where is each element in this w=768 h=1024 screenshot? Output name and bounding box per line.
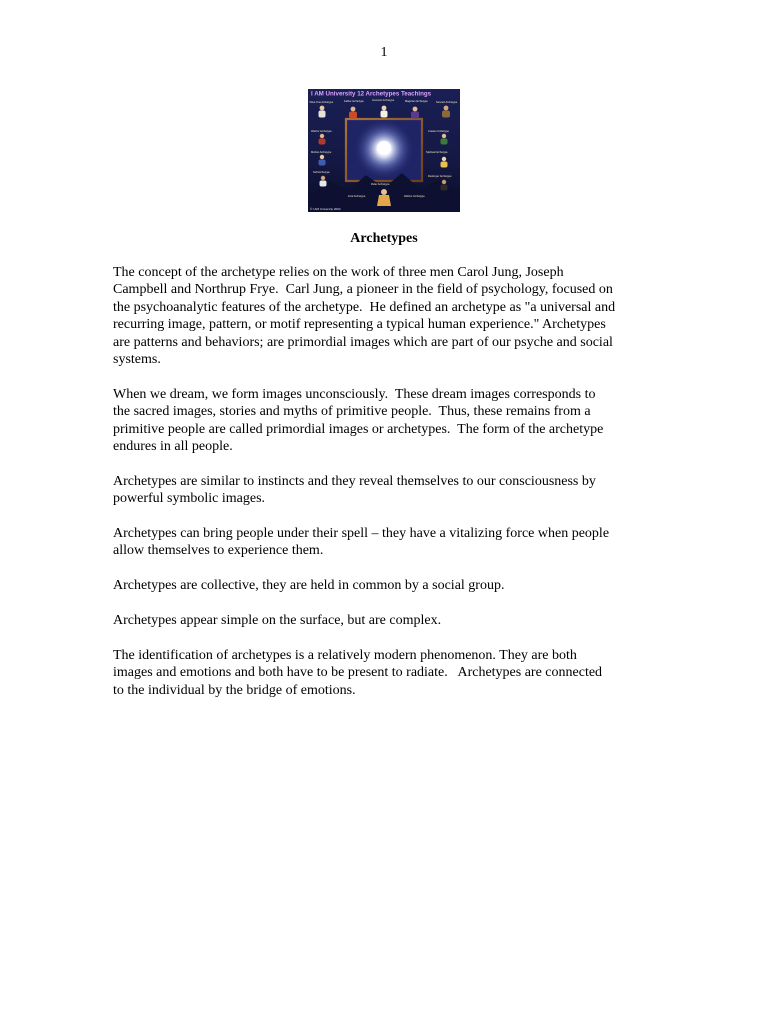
paragraph-line: systems. xyxy=(113,352,161,368)
page-number: 1 xyxy=(380,45,388,60)
archetypes-illustration-svg xyxy=(308,89,460,212)
paragraph-line: the sacred images, stories and myths of primitive people. Thus, these remains from a xyxy=(113,404,591,420)
document-title: Archetypes xyxy=(350,231,418,246)
label-magician: Magician Archetype xyxy=(405,100,428,103)
label-innocent: Innocent Archetype xyxy=(372,99,395,102)
paragraph-line: recurring image, pattern, or motif representing a typical human experience." Archetypes xyxy=(113,317,606,333)
paragraph-line: The concept of the archetype relies on the work of three men Carol Jung, Joseph xyxy=(113,265,564,280)
paragraph-line: primitive people are called primordial images or archetypes. The form of the archetype xyxy=(113,421,604,437)
label-servant: Servant Archetype xyxy=(436,101,458,104)
paragraph xyxy=(113,577,658,594)
label-destroyer: Destroyer Archetype xyxy=(428,175,452,178)
label-spiritual: Spiritual Archetype xyxy=(426,151,448,154)
paragraph-line: allow themselves to experience them. xyxy=(113,543,324,559)
paragraph xyxy=(113,525,658,560)
paragraph-line: the psychoanalytic features of the archetype. He defined an archetype as "a universal and xyxy=(113,299,616,315)
paragraph-line: endures in all people. xyxy=(113,439,233,455)
paragraph xyxy=(113,386,658,456)
paragraph-line: powerful symbolic images. xyxy=(113,491,266,507)
illustration-copyright: © I AM University 2004 xyxy=(310,207,341,211)
figure-fool xyxy=(348,194,366,198)
paragraph-line: The identification of archetypes is a relatively modern phenomenon. They are both xyxy=(113,647,577,663)
paragraph-line: Campbell and Northrup Frye. Carl Jung, a pioneer in the field of psychology, focused on xyxy=(113,282,613,298)
paragraph-line: to the individual by the bridge of emotions. xyxy=(113,682,356,698)
illustration-banner-title: I AM University 12 Archetypes Teachings xyxy=(311,90,432,98)
paragraph-line: Archetypes can bring people under their spell – they have a vitalizing force when people xyxy=(113,526,610,542)
paragraph-line: Archetypes are similar to instincts and they reveal themselves to our consciousness by xyxy=(113,473,596,489)
paragraph-line: Archetypes appear simple on the surface, but are complex. xyxy=(113,613,442,629)
label-warrior-left: Warrior Archetype xyxy=(311,130,332,133)
archetypes-illustration xyxy=(308,89,460,212)
paragraph xyxy=(113,264,658,368)
light-core xyxy=(377,141,391,155)
paragraph-line: images and emotions and both have to be present to radiate. Archetypes are connected xyxy=(113,665,603,681)
label-warrior-extra: Warrior Archetype xyxy=(404,195,425,198)
paragraph xyxy=(113,473,658,508)
label-wise-one: Wise One Archetype xyxy=(309,101,334,104)
body-text xyxy=(113,264,658,716)
paragraph-line: When we dream, we form images unconsciously. These dream images corresponds to xyxy=(113,386,596,402)
figure-warrior-extra xyxy=(404,194,425,198)
label-creator: Creator Archetype xyxy=(428,130,449,133)
label-mother: Mother Archetype xyxy=(311,151,332,154)
paragraph xyxy=(113,612,658,629)
paragraph xyxy=(113,647,658,699)
label-ruler: Ruler Archetype xyxy=(371,183,390,186)
paragraph-line: are patterns and behaviors; are primordial images which are part of our psyche and social xyxy=(113,334,613,350)
label-fool: Fool Archetype xyxy=(348,195,366,198)
label-father: Father Archetype xyxy=(344,100,364,103)
label-self: Self Archetype xyxy=(313,171,330,174)
paragraph-line: Archetypes are collective, they are held in common by a social group. xyxy=(113,578,505,594)
